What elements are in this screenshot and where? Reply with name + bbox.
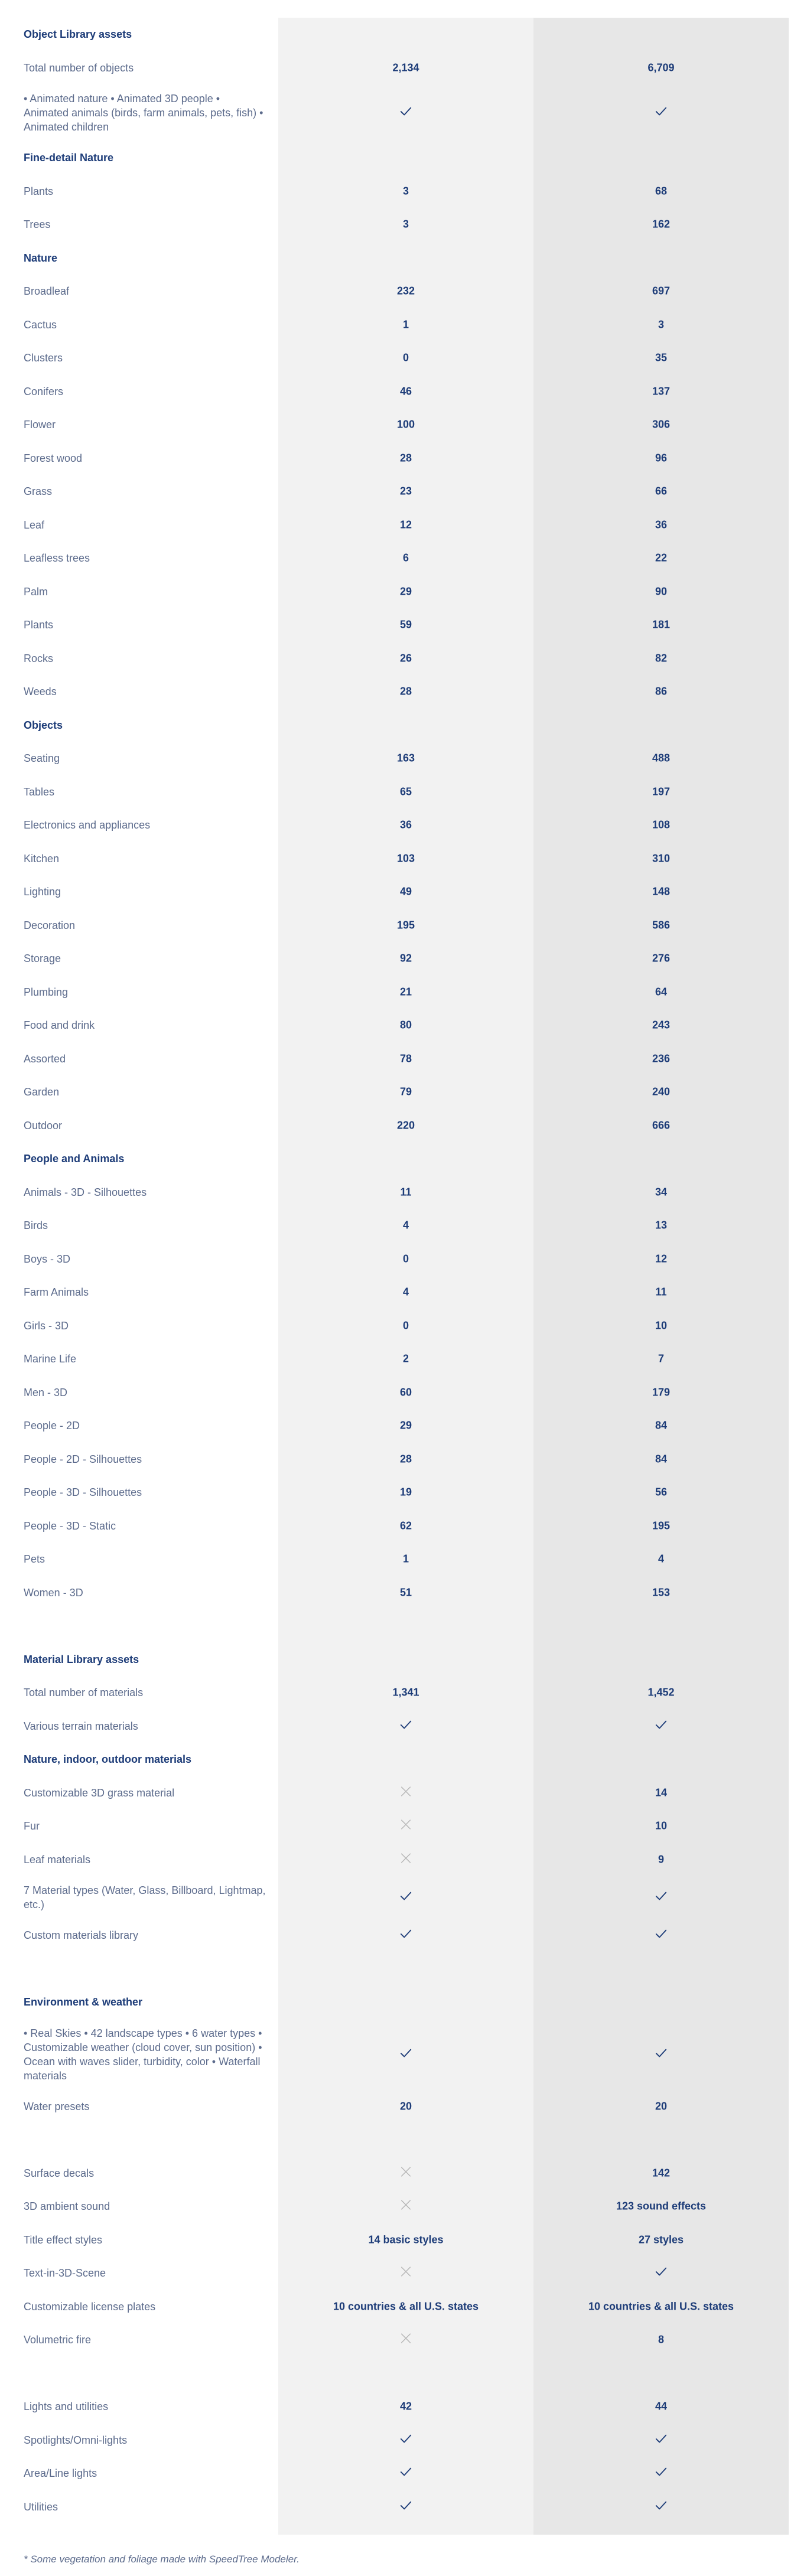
column-2-value: 8 — [658, 2333, 664, 2346]
section-spacer — [0, 1609, 807, 1643]
column-1-value: 80 — [399, 1019, 412, 1031]
row-label: Palm — [24, 585, 48, 598]
check-icon — [399, 2466, 412, 2479]
table-row — [0, 1042, 807, 1076]
check-icon — [655, 1890, 668, 1903]
column-1-value — [278, 2165, 533, 2181]
row-label: Women - 3D — [24, 1586, 83, 1599]
table-row — [0, 875, 807, 909]
row-label: Forest wood — [24, 452, 83, 464]
row-label: People - 2D - Silhouettes — [24, 1453, 142, 1465]
column-2-value: 179 — [652, 1386, 671, 1398]
table-row — [0, 508, 807, 542]
table-row — [0, 1476, 807, 1509]
column-2-value: 197 — [652, 785, 671, 798]
column-2-value: 10 — [655, 1819, 668, 1832]
check-icon — [399, 2046, 412, 2059]
column-1-value: 12 — [399, 519, 412, 531]
column-2-value: 488 — [652, 752, 671, 764]
row-label: People - 3D - Static — [24, 1519, 116, 1532]
column-1-value: 26 — [399, 652, 412, 664]
row-label: Boys - 3D — [24, 1253, 71, 1265]
column-2-value: 96 — [655, 452, 668, 464]
column-1-value: 21 — [399, 986, 412, 998]
table-row — [0, 2257, 807, 2290]
column-1-value: 29 — [399, 1419, 412, 1432]
row-label: Rocks — [24, 652, 54, 664]
table-row — [0, 1443, 807, 1476]
column-1-value: 0 — [402, 1319, 409, 1332]
row-label: Electronics and appliances — [24, 819, 151, 832]
cross-icon — [399, 2265, 412, 2278]
section-title: Object Library assets — [24, 28, 132, 41]
section-title: Nature, indoor, outdoor materials — [24, 1753, 192, 1766]
column-1-value: 49 — [399, 885, 412, 898]
check-icon — [399, 1890, 412, 1903]
row-label: 7 Material types (Water, Glass, Billboard, Lightmap, etc.) — [24, 1884, 266, 1910]
column-1-value: 78 — [399, 1052, 412, 1065]
column-2-value: 64 — [655, 986, 668, 998]
table-row — [0, 909, 807, 943]
row-label: Weeds — [24, 686, 57, 698]
column-1-value: 2,134 — [392, 61, 419, 74]
row-label: Outdoor — [24, 1119, 63, 1132]
column-1-value — [278, 1818, 533, 1834]
column-1-value: 79 — [399, 1085, 412, 1098]
row-label: Leafless trees — [24, 552, 90, 565]
check-icon — [399, 105, 412, 118]
row-label: People - 2D — [24, 1420, 80, 1432]
column-2-value: 153 — [652, 1586, 671, 1599]
column-2-value: 14 — [655, 1786, 668, 1799]
column-2-value: 13 — [655, 1219, 668, 1231]
row-label: Kitchen — [24, 852, 60, 865]
column-2-value: 90 — [655, 585, 668, 598]
row-label: Fur — [24, 1820, 40, 1832]
row-label: Area/Line lights — [24, 2467, 97, 2480]
column-1-value — [278, 2499, 533, 2515]
column-1-value — [278, 2046, 533, 2062]
row-label: Girls - 3D — [24, 1319, 69, 1332]
column-1-value: 163 — [396, 752, 415, 764]
column-1-value — [278, 2466, 533, 2482]
cross-icon — [399, 2199, 412, 2212]
column-1-value: 195 — [396, 919, 415, 931]
row-label: Broadleaf — [24, 285, 70, 298]
column-2-value — [533, 2265, 789, 2281]
cross-icon — [399, 1851, 412, 1864]
check-icon — [399, 1928, 412, 1941]
row-label: Leaf — [24, 519, 45, 531]
column-1-value: 0 — [402, 1253, 409, 1265]
column-2-value: 697 — [652, 285, 671, 297]
row-label: Farm Animals — [24, 1286, 89, 1299]
row-label: Garden — [24, 1086, 60, 1098]
table-row — [0, 1676, 807, 1710]
column-1-value: 20 — [399, 2100, 412, 2112]
row-label: Men - 3D — [24, 1386, 68, 1398]
column-1-value: 51 — [399, 1586, 412, 1599]
column-2-value: 7 — [658, 1352, 664, 1365]
row-label: Various terrain materials — [24, 1720, 138, 1732]
column-1-value — [278, 1851, 533, 1867]
row-label: Food and drink — [24, 1019, 95, 1032]
section-title: Environment & weather — [24, 1996, 143, 2008]
section-title: Fine-detail Nature — [24, 152, 114, 164]
row-label: Plants — [24, 619, 54, 631]
table-row — [0, 742, 807, 775]
column-2-value: 27 styles — [638, 2233, 684, 2246]
column-2-value: 1,452 — [647, 1686, 675, 1698]
section-heading — [0, 18, 807, 51]
column-1-value: 1 — [402, 318, 409, 331]
table-row — [0, 1876, 807, 1919]
table-row — [0, 1409, 807, 1443]
column-2-value — [533, 2499, 789, 2515]
column-1-value — [278, 105, 533, 121]
column-1-value: 19 — [399, 1486, 412, 1498]
column-1-value: 23 — [399, 485, 412, 497]
column-2-value: 66 — [655, 485, 668, 497]
column-2-value: 44 — [655, 2400, 668, 2412]
check-icon — [655, 2499, 668, 2512]
table-row — [0, 1109, 807, 1143]
column-2-value: 84 — [655, 1419, 668, 1432]
column-2-value: 22 — [655, 552, 668, 564]
column-2-value — [533, 2432, 789, 2448]
row-label: Marine Life — [24, 1353, 77, 1365]
table-row — [0, 308, 807, 342]
row-label: Custom materials library — [24, 1929, 139, 1942]
column-2-value: 82 — [655, 652, 668, 664]
column-1-value: 28 — [399, 685, 412, 697]
column-2-value — [533, 1890, 789, 1906]
table-row — [0, 2019, 807, 2090]
column-1-value — [278, 1928, 533, 1944]
column-1-value: 28 — [399, 452, 412, 464]
column-2-value: 6,709 — [647, 61, 675, 74]
column-2-value: 20 — [655, 2100, 668, 2112]
table-rows — [0, 18, 807, 2523]
column-2-value: 10 — [655, 1319, 668, 1332]
column-2-value: 11 — [655, 1286, 667, 1298]
table-row — [0, 608, 807, 642]
cross-icon — [399, 1785, 412, 1798]
row-label: Flower — [24, 419, 56, 431]
row-label: Animals - 3D - Silhouettes — [24, 1186, 147, 1198]
table-row — [0, 2190, 807, 2223]
table-row — [0, 808, 807, 842]
table-row — [0, 1376, 807, 1410]
table-row — [0, 642, 807, 676]
check-icon — [399, 1718, 412, 1731]
row-label: Plants — [24, 185, 54, 197]
row-label: Grass — [24, 485, 53, 498]
column-2-value: 276 — [652, 952, 671, 964]
table-row — [0, 1576, 807, 1610]
row-label: • Animated nature • Animated 3D people • Animated animals (birds, farm animals, pets, fish) • Animated children — [24, 93, 263, 133]
table-row — [0, 475, 807, 508]
section-spacer — [0, 1952, 807, 1986]
column-2-value: 36 — [655, 519, 668, 531]
table-row — [0, 2424, 807, 2457]
column-2-value — [533, 2046, 789, 2062]
column-1-value: 65 — [399, 785, 412, 798]
table-row — [0, 2157, 807, 2190]
row-label: Assorted — [24, 1052, 66, 1065]
table-row — [0, 175, 807, 208]
column-1-value — [278, 2332, 533, 2348]
column-1-value: 36 — [399, 819, 412, 831]
check-icon — [655, 1718, 668, 1731]
row-label: Lighting — [24, 886, 61, 898]
check-icon — [655, 2046, 668, 2059]
column-1-value: 232 — [396, 285, 415, 297]
table-row — [0, 51, 807, 85]
table-row — [0, 775, 807, 809]
row-label: People - 3D - Silhouettes — [24, 1486, 142, 1499]
column-1-value: 6 — [402, 552, 409, 564]
table-row — [0, 1843, 807, 1877]
column-2-value: 3 — [658, 318, 664, 331]
row-label: Water presets — [24, 2100, 90, 2112]
table-row — [0, 1710, 807, 1743]
column-2-value: 310 — [652, 852, 671, 865]
table-row — [0, 1276, 807, 1309]
column-1-value: 42 — [399, 2400, 412, 2412]
column-1-value: 11 — [400, 1186, 412, 1198]
row-label: Trees — [24, 219, 51, 231]
column-2-value — [533, 1928, 789, 1944]
row-label: 3D ambient sound — [24, 2200, 110, 2213]
column-1-value: 1 — [402, 1553, 409, 1565]
table-row — [0, 1243, 807, 1276]
table-row — [0, 942, 807, 976]
column-2-value: 123 sound effects — [616, 2200, 707, 2212]
row-label: Spotlights/Omni-lights — [24, 2434, 128, 2446]
row-label: Storage — [24, 953, 61, 965]
row-label: Seating — [24, 752, 60, 765]
section-title: People and Animals — [24, 1153, 125, 1165]
column-1-value: 2 — [402, 1352, 409, 1365]
section-heading — [0, 1142, 807, 1176]
table-row — [0, 675, 807, 709]
section-heading — [0, 1643, 807, 1677]
table-row — [0, 341, 807, 375]
table-row — [0, 2323, 807, 2357]
column-2-value: 142 — [652, 2167, 671, 2179]
column-1-value: 60 — [399, 1386, 412, 1398]
column-2-value: 4 — [658, 1553, 664, 1565]
table-row — [0, 408, 807, 442]
table-row — [0, 1776, 807, 1810]
column-2-value: 162 — [652, 218, 671, 230]
row-label: Clusters — [24, 352, 63, 364]
column-2-value — [533, 1718, 789, 1734]
section-heading — [0, 242, 807, 275]
table-row — [0, 1509, 807, 1543]
column-1-value — [278, 1890, 533, 1906]
table-row — [0, 2090, 807, 2124]
section-title: Material Library assets — [24, 1653, 139, 1665]
table-row — [0, 442, 807, 475]
column-2-value — [533, 105, 789, 121]
table-row — [0, 275, 807, 308]
column-2-value: 306 — [652, 418, 671, 431]
row-label: Customizable license plates — [24, 2300, 156, 2313]
cross-icon — [399, 1818, 412, 1831]
row-label: Plumbing — [24, 986, 69, 998]
column-1-value: 59 — [399, 618, 412, 631]
column-2-value: 137 — [652, 385, 671, 397]
column-1-value: 28 — [399, 1453, 412, 1465]
row-label: Title effect styles — [24, 2233, 103, 2246]
column-1-value: 10 countries & all U.S. states — [333, 2300, 479, 2313]
column-2-value: 666 — [652, 1119, 671, 1132]
table-row — [0, 2457, 807, 2490]
row-label: Decoration — [24, 919, 76, 931]
column-1-value: 0 — [402, 351, 409, 364]
table-row — [0, 1309, 807, 1343]
column-1-value — [278, 1785, 533, 1801]
row-label: Cactus — [24, 318, 57, 331]
column-2-value: 108 — [652, 819, 671, 831]
column-2-value: 10 countries & all U.S. states — [588, 2300, 734, 2313]
table-row — [0, 375, 807, 409]
table-row — [0, 84, 807, 141]
row-label: • Real Skies • 42 landscape types • 6 water types • Customizable weather (cloud cover, sun position) • Ocean with waves slider, turbidity, color • Waterfall materials — [24, 2027, 262, 2082]
table-row — [0, 1176, 807, 1209]
table-row — [0, 842, 807, 876]
column-1-value: 100 — [396, 418, 415, 431]
section-heading — [0, 141, 807, 175]
table-row — [0, 1809, 807, 1843]
column-2-value: 34 — [655, 1186, 668, 1198]
column-2-value: 181 — [652, 618, 671, 631]
column-1-value: 4 — [402, 1286, 409, 1298]
row-label: Conifers — [24, 385, 64, 397]
table-row — [0, 976, 807, 1009]
table-row — [0, 1075, 807, 1109]
table-row — [0, 1209, 807, 1243]
check-icon — [399, 2499, 412, 2512]
row-label: Utilities — [24, 2500, 58, 2513]
column-2-value: 86 — [655, 685, 668, 697]
column-2-value: 586 — [652, 919, 671, 931]
column-2-value: 12 — [655, 1253, 668, 1265]
check-icon — [655, 2466, 668, 2479]
row-label: Leaf materials — [24, 1853, 91, 1866]
table-row — [0, 208, 807, 242]
section-title: Nature — [24, 252, 58, 264]
cross-icon — [399, 2332, 412, 2345]
column-1-value: 3 — [402, 185, 409, 197]
column-1-value — [278, 2199, 533, 2215]
row-label: Birds — [24, 1219, 48, 1232]
column-2-value: 56 — [655, 1486, 668, 1498]
table-row — [0, 2390, 807, 2424]
column-1-value: 1,341 — [392, 1686, 419, 1698]
column-2-value: 195 — [652, 1519, 671, 1532]
cross-icon — [399, 2165, 412, 2178]
table-row — [0, 2223, 807, 2257]
table-row — [0, 1342, 807, 1376]
check-icon — [655, 105, 668, 118]
check-icon — [655, 2432, 668, 2445]
column-2-value: 240 — [652, 1085, 671, 1098]
row-label: Customizable 3D grass material — [24, 1786, 175, 1799]
column-1-value: 46 — [399, 385, 412, 397]
column-1-value — [278, 2265, 533, 2281]
column-1-value: 220 — [396, 1119, 415, 1132]
table-row — [0, 542, 807, 575]
column-1-value: 3 — [402, 218, 409, 230]
table-row — [0, 575, 807, 609]
section-heading — [0, 1985, 807, 2019]
row-label: Total number of materials — [24, 1687, 144, 1699]
footnote: * Some vegetation and foliage made with SpeedTree Modeler. — [24, 2554, 300, 2565]
column-2-value: 243 — [652, 1019, 671, 1031]
check-icon — [399, 2432, 412, 2445]
row-label: Surface decals — [24, 2167, 95, 2179]
column-1-value: 29 — [399, 585, 412, 598]
column-2-value: 236 — [652, 1052, 671, 1065]
column-2-value: 84 — [655, 1453, 668, 1465]
table-row — [0, 1919, 807, 1952]
table-row — [0, 1009, 807, 1042]
row-label: Lights and utilities — [24, 2401, 109, 2413]
check-icon — [655, 1928, 668, 1941]
section-title: Objects — [24, 719, 63, 731]
column-2-value: 148 — [652, 885, 671, 898]
section-heading — [0, 709, 807, 742]
table-row — [0, 1543, 807, 1576]
check-icon — [655, 2265, 668, 2278]
row-label: Volumetric fire — [24, 2334, 92, 2346]
section-spacer — [0, 2123, 807, 2157]
section-spacer — [0, 2357, 807, 2391]
column-1-value: 92 — [399, 952, 412, 964]
column-1-value: 4 — [402, 1219, 409, 1231]
column-1-value — [278, 2432, 533, 2448]
column-1-value: 103 — [396, 852, 415, 865]
table-row — [0, 2490, 807, 2524]
column-1-value: 14 basic styles — [368, 2233, 444, 2246]
column-2-value — [533, 2466, 789, 2482]
section-heading — [0, 1743, 807, 1776]
row-label: Total number of objects — [24, 61, 134, 74]
column-1-value — [278, 1718, 533, 1734]
row-label: Text-in-3D-Scene — [24, 2267, 106, 2280]
row-label: Tables — [24, 785, 55, 798]
column-2-value: 35 — [655, 351, 668, 364]
column-2-value: 68 — [655, 185, 668, 197]
table-row — [0, 2290, 807, 2324]
column-1-value: 62 — [399, 1519, 412, 1532]
column-2-value: 9 — [658, 1853, 664, 1866]
row-label: Pets — [24, 1553, 45, 1566]
